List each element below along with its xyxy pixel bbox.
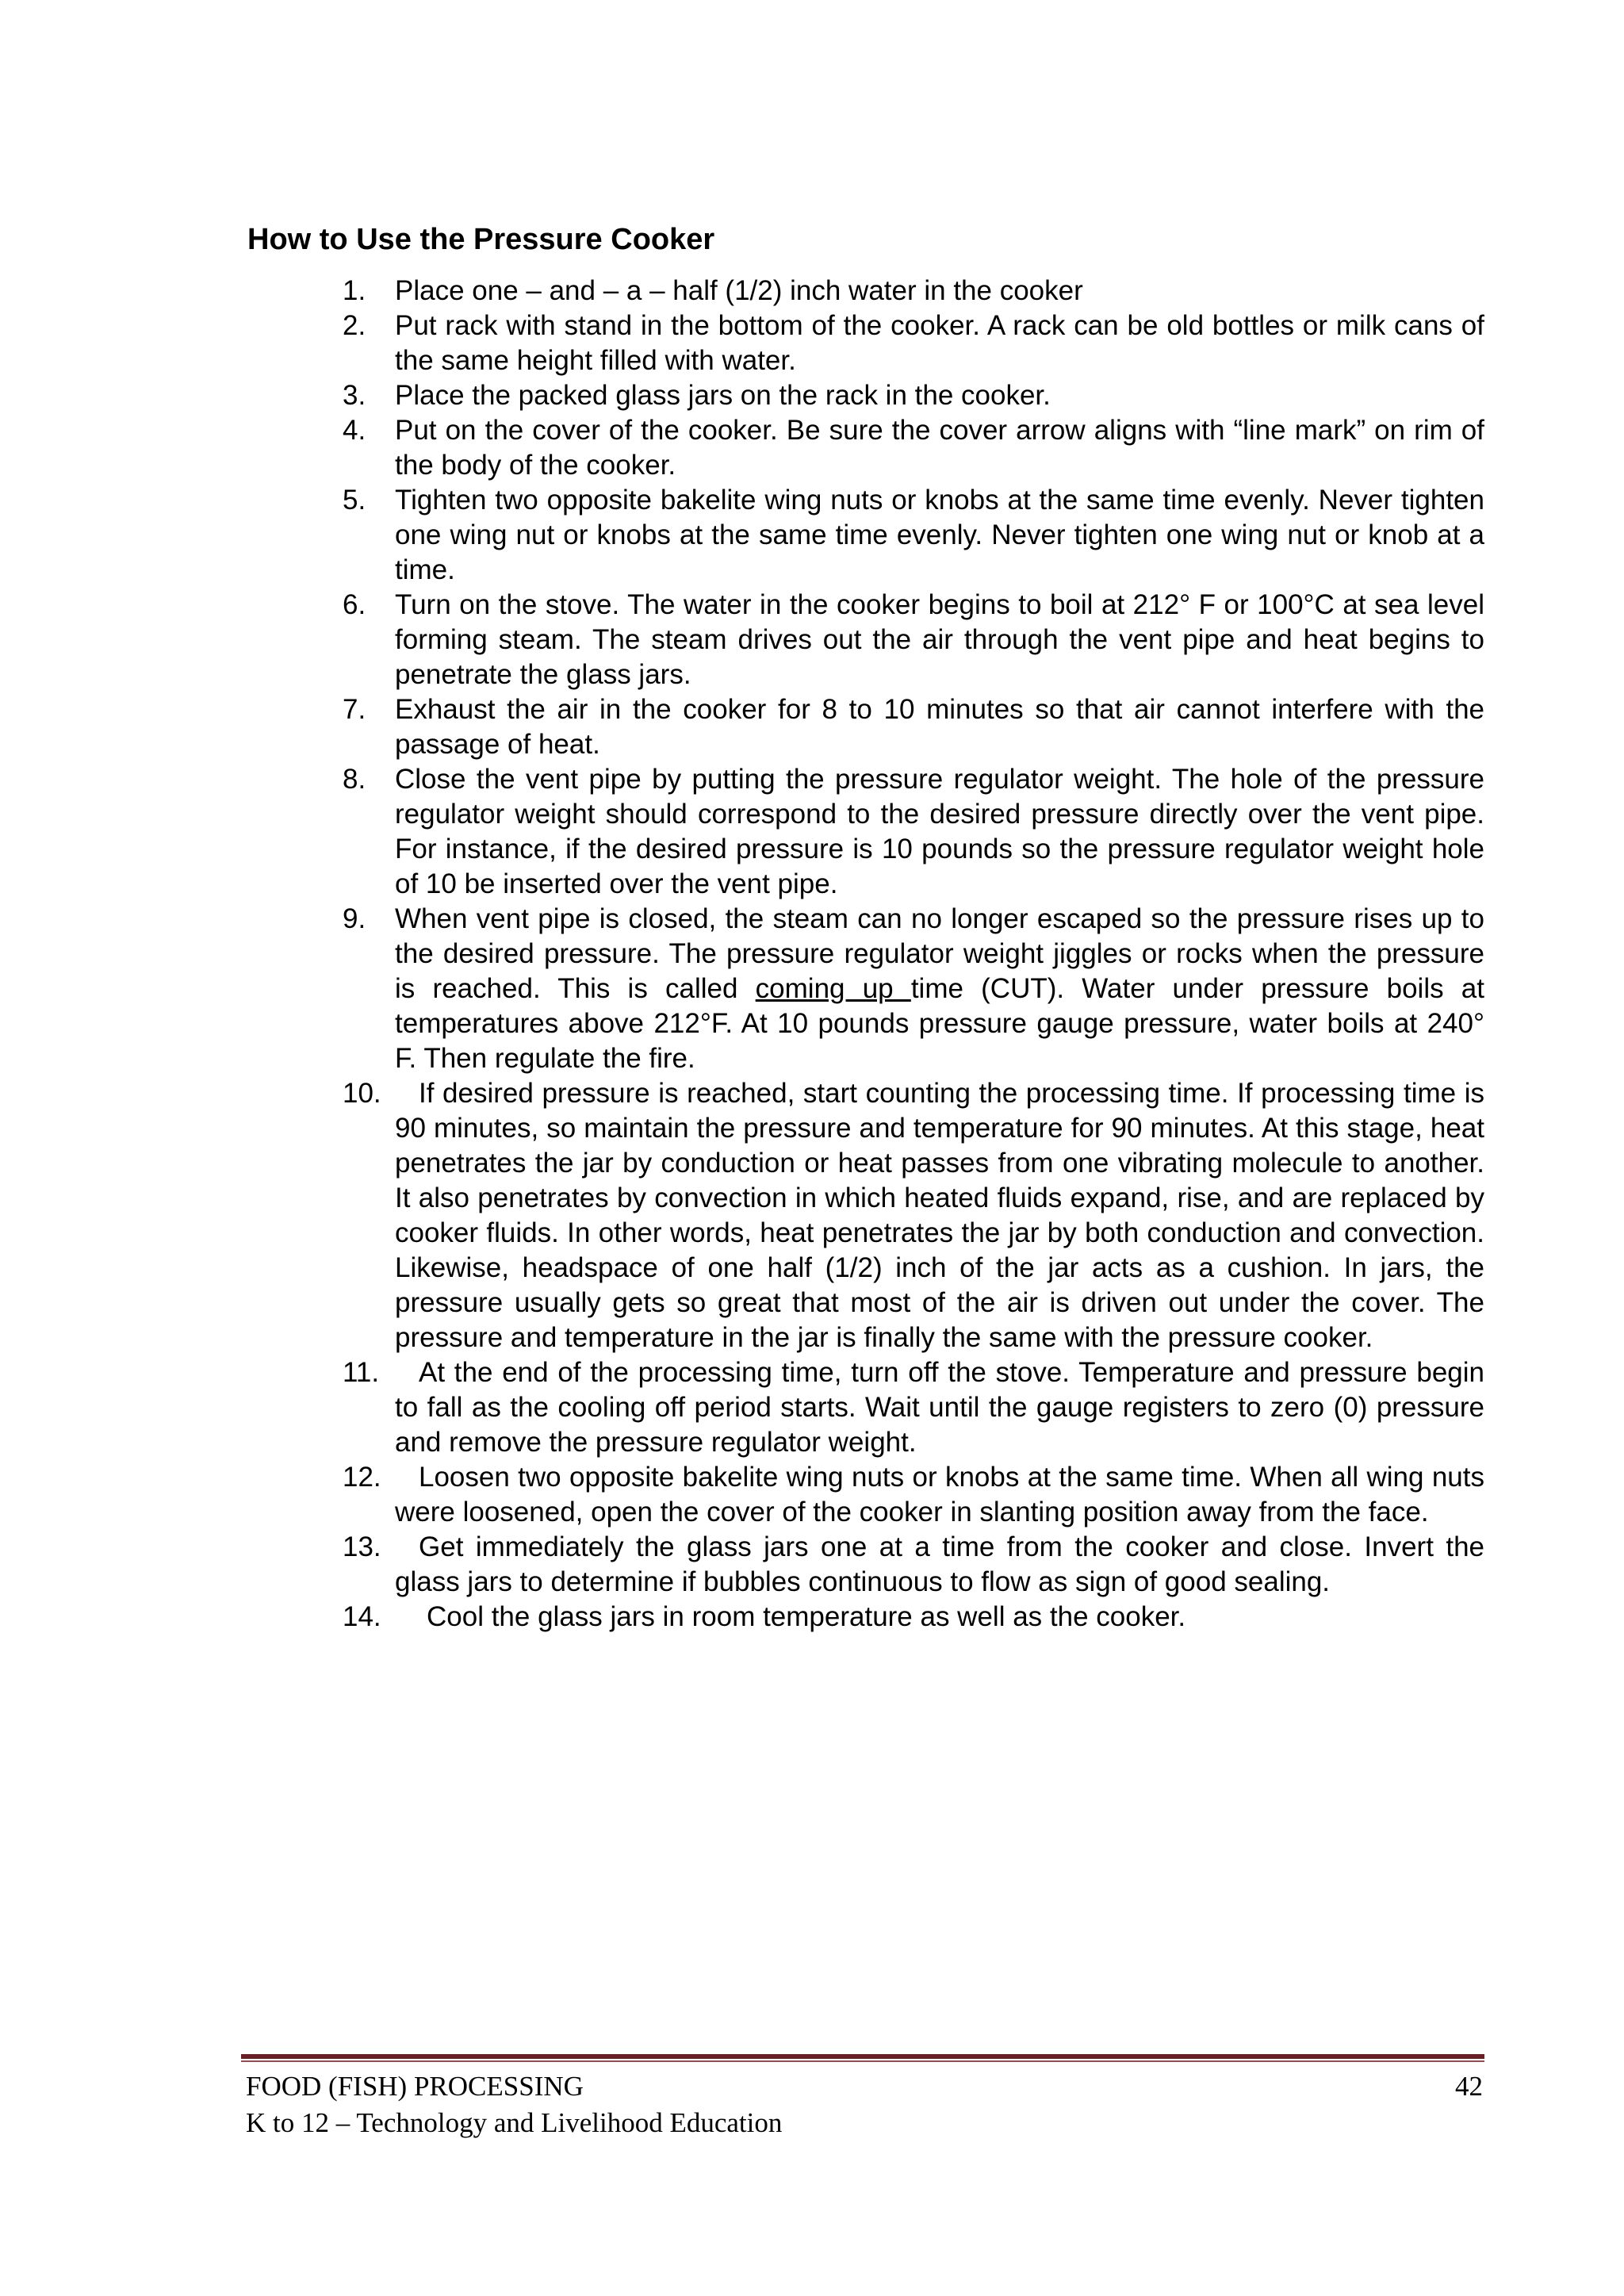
step-text: Place one – and – a – half (1/2) inch water in the cooker [395,275,1083,306]
underlined-term: coming up [755,973,911,1004]
list-item [343,588,1484,692]
list-item [343,413,1484,483]
list-item [343,902,1484,1076]
step-number: 7. [343,694,366,725]
step-text: Get immediately the glass jars one at a time from the cooker and close. Invert the glass jars to determine if bubbles continuous to flow as sign of good sealing. [395,1531,1484,1597]
step-number: 13. [343,1531,381,1562]
list-item [343,692,1484,762]
step-number: 8. [343,764,366,795]
step-text [395,903,1484,1074]
step-text: At the end of the processing time, turn off the stove. Temperature and pressure begin to fall as the cooling off period starts. Wait until the gauge registers to zero (0) pressure and remove the pressure regulator weight. [395,1357,1484,1458]
step-number: 14. [343,1601,381,1632]
list-item [343,1355,1484,1460]
list-item [343,762,1484,902]
footer-divider-thick [241,2054,1484,2059]
step-text: Close the vent pipe by putting the pressure regulator weight. The hole of the pressure regulator weight should correspond to the desired pressure directly over the vent pipe. For instance, if the desired pressure is 10 pounds so the pressure regulator weight hole of 10 be inserted over the vent pipe. [395,764,1484,899]
step-number: 10. [343,1078,381,1109]
list-item [343,378,1484,413]
footer-divider-thin [241,2060,1484,2062]
step-number: 11. [343,1357,380,1388]
step-text: Turn on the stove. The water in the cooker begins to boil at 212° F or 100°C at sea level forming steam. The steam drives out the air through the vent pipe and heat begins to penetrate the glass jars. [395,589,1484,690]
step-text: Place the packed glass jars on the rack in the cooker. [395,380,1051,411]
list-item [343,1530,1484,1600]
step-number: 4. [343,415,366,446]
step-number: 1. [343,275,366,306]
list-item [343,1076,1484,1355]
step-text: If desired pressure is reached, start counting the processing time. If processing time is 90 minutes, so maintain the pressure and temperature for 90 minutes. At this stage, heat penetrates the jar by conduction or heat passes from one vibrating molecule to another. It also penetrates by convection in which heated fluids expand, rise, and are replaced by cooker fluids. In other words, heat penetrates the jar by both conduction and convection. Likewise, headspace of one half (1/2) inch of the jar acts as a cushion. In jars, the pressure usually gets so great that most of the air is driven out under the cover. The pressure and temperature in the jar is finally the same with the pressure cooker. [395,1078,1484,1353]
step-text: Cool the glass jars in room temperature as well as the cooker. [427,1601,1186,1632]
step-number: 5. [343,485,366,516]
steps-list [343,274,1484,1635]
list-item [343,309,1484,378]
step-number: 12. [343,1462,381,1493]
step-text-part: time (CUT). Water under pressure boils at temperatures above 212°F. At 10 pounds pressure gauge pressure, water boils at 240° F. Then regulate the fire. [395,973,1484,1074]
step-text: Put rack with stand in the bottom of the cooker. A rack can be old bottles or milk cans of the same height filled with water. [395,310,1484,376]
section-heading: How to Use the Pressure Cooker [247,223,715,256]
step-number: 9. [343,903,366,934]
page-number: 42 [1455,2071,1483,2102]
footer-divider [241,2054,1484,2062]
step-text: Loosen two opposite bakelite wing nuts or knobs at the same time. When all wing nuts were loosened, open the cover of the cooker in slanting position away from the face. [395,1462,1484,1527]
page-footer [246,2068,1483,2141]
footer-course: K to 12 – Technology and Livelihood Education [246,2107,783,2138]
step-number: 6. [343,589,366,620]
step-number: 2. [343,310,366,341]
step-text: Tighten two opposite bakelite wing nuts or knobs at the same time evenly. Never tighten one wing nut or knobs at the same time evenly. Never tighten one wing nut or knob at a time. [395,485,1484,585]
step-number: 3. [343,380,366,411]
step-text: Exhaust the air in the cooker for 8 to 10 minutes so that air cannot interfere with the passage of heat. [395,694,1484,760]
step-text: Put on the cover of the cooker. Be sure the cover arrow aligns with “line mark” on rim of the body of the cooker. [395,415,1484,481]
list-item [343,274,1484,309]
step-text-part: When vent pipe is closed, the steam can no longer escaped so the pressure rises up to the desired pressure. The pressure regulator weight jiggles or rocks when the pressure is reached. This is called [395,903,1484,1004]
list-item [343,483,1484,588]
list-item [343,1460,1484,1530]
list-item [343,1600,1484,1635]
footer-subject: FOOD (FISH) PROCESSING [246,2071,584,2102]
